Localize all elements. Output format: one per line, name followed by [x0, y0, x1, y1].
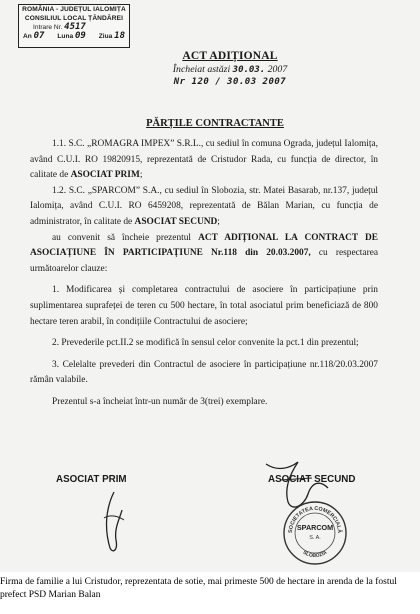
- stamp-an-label: An: [23, 33, 32, 40]
- photo-caption: Firma de familie a lui Cristudor, reprezentata de sotie, mai primeste 500 de hectare in arenda de la fostul prefect PSD Marian Balan: [0, 577, 397, 600]
- stamp-luna-label: Luna: [57, 33, 74, 40]
- party-1-paragraph: [30, 137, 378, 184]
- registration-number-line: [150, 76, 310, 87]
- registration-number-handwritten: Nr 120 / 30.03 2007: [173, 77, 287, 87]
- date-year: 2007: [267, 64, 288, 75]
- registration-stamp: [18, 4, 130, 48]
- party-2-role: ASOCIAT SECUND: [134, 216, 218, 227]
- agreement-start: au convenit să încheie prezentul: [52, 232, 192, 243]
- stamp-line-1: ROMÂNIA - JUDEȚUL IALOMIȚA: [22, 6, 126, 13]
- party-1-end: ;: [139, 170, 143, 181]
- agreement-paragraph: [30, 231, 378, 278]
- stamp-ziua-value: 18: [114, 31, 125, 41]
- date-handwritten: 30.03.: [232, 65, 266, 75]
- svg-text:SLOBOZIA: [302, 550, 329, 560]
- clause-2: 2. Prevederile pct.II.2 se modifică în sensul celor convenite la pct.1 din prezentul;: [52, 338, 359, 349]
- seal-top-text: SOCIETATEA COMERCIALĂ: [287, 505, 343, 534]
- stamp-ziua-label: Ziua: [98, 33, 113, 40]
- document-title: ACT ADIȚIONAL: [182, 50, 278, 62]
- party-1-role: ASOCIAT PRIM: [70, 170, 140, 181]
- party-1-text: 1.1. S.C. „ROMAGRA IMPEX” S.R.L., cu sediul în comuna Ograda, județul Ialomița, având C.U.I. RO 19820915, reprezentată de Cristudor Rada, cu funcția de director, în calitate de: [30, 139, 378, 181]
- signature-label-left: ASOCIAT PRIM: [56, 474, 127, 485]
- party-2-end: ;: [217, 216, 220, 227]
- clause-3: 3. Celelalte prevederi din Contractul de asociere în participațiune nr.118/20.03.2007 rămân valabile.: [30, 359, 378, 386]
- seal-company-name: SPARCOM: [296, 523, 334, 532]
- seal-city: SLOBOZIA: [301, 549, 329, 560]
- stamp-line-2: CONSILIUL LOCAL ȚĂNDĂREI: [24, 15, 124, 22]
- stamp-an-value: 07: [33, 31, 45, 41]
- company-seal: [282, 500, 348, 566]
- stamp-luna-value: 09: [75, 31, 86, 41]
- date-prefix: Încheiat astăzi: [172, 64, 231, 75]
- agreement-title: ACT ADIȚIONAL LA CONTRACT DE ASOCIAȚIUNE ÎN PARTICIPAȚIUNE Nr.118 din 20.03.2007,: [30, 232, 378, 259]
- stamp-date-row: [19, 32, 129, 41]
- party-2-paragraph: [30, 184, 378, 231]
- seal-sa: S. A.: [309, 535, 321, 541]
- document-body: [30, 137, 378, 411]
- signature-left-scribble: [80, 488, 150, 558]
- party-2-text: 1.2. S.C. „SPARCOM” S.A., cu sediul în Slobozia, str. Matei Basarab, nr.137, județul Ialomița, având C.U.I. RO 6459208, reprezentată de Bălan Marian, cu funcția de administrator, în calitate de: [30, 185, 378, 227]
- parties-heading: PĂRȚILE CONTRACTANTE: [146, 118, 284, 129]
- stamp-intrare-value: 4517: [64, 22, 86, 32]
- agreement-end: cu respectarea următoarelor clauze:: [30, 248, 379, 274]
- stamp-intrare-label: Intrare Nr.: [33, 24, 63, 31]
- document-header: [150, 50, 310, 87]
- closing-statement: Prezentul s-a încheiat într-un număr de 3(trei) exemplare.: [52, 396, 268, 407]
- signature-label-right: ASOCIAT SECUND: [268, 474, 356, 485]
- date-line: [150, 64, 310, 75]
- clause-1: 1. Modificarea și completarea contractului de asociere în participațiune prin suplimentarea suprafeței de teren cu 500 hectare, în total asociatul prim beneficiază de 800 hectare teren arabil, în condițiile Contractului de asociere;: [30, 285, 378, 327]
